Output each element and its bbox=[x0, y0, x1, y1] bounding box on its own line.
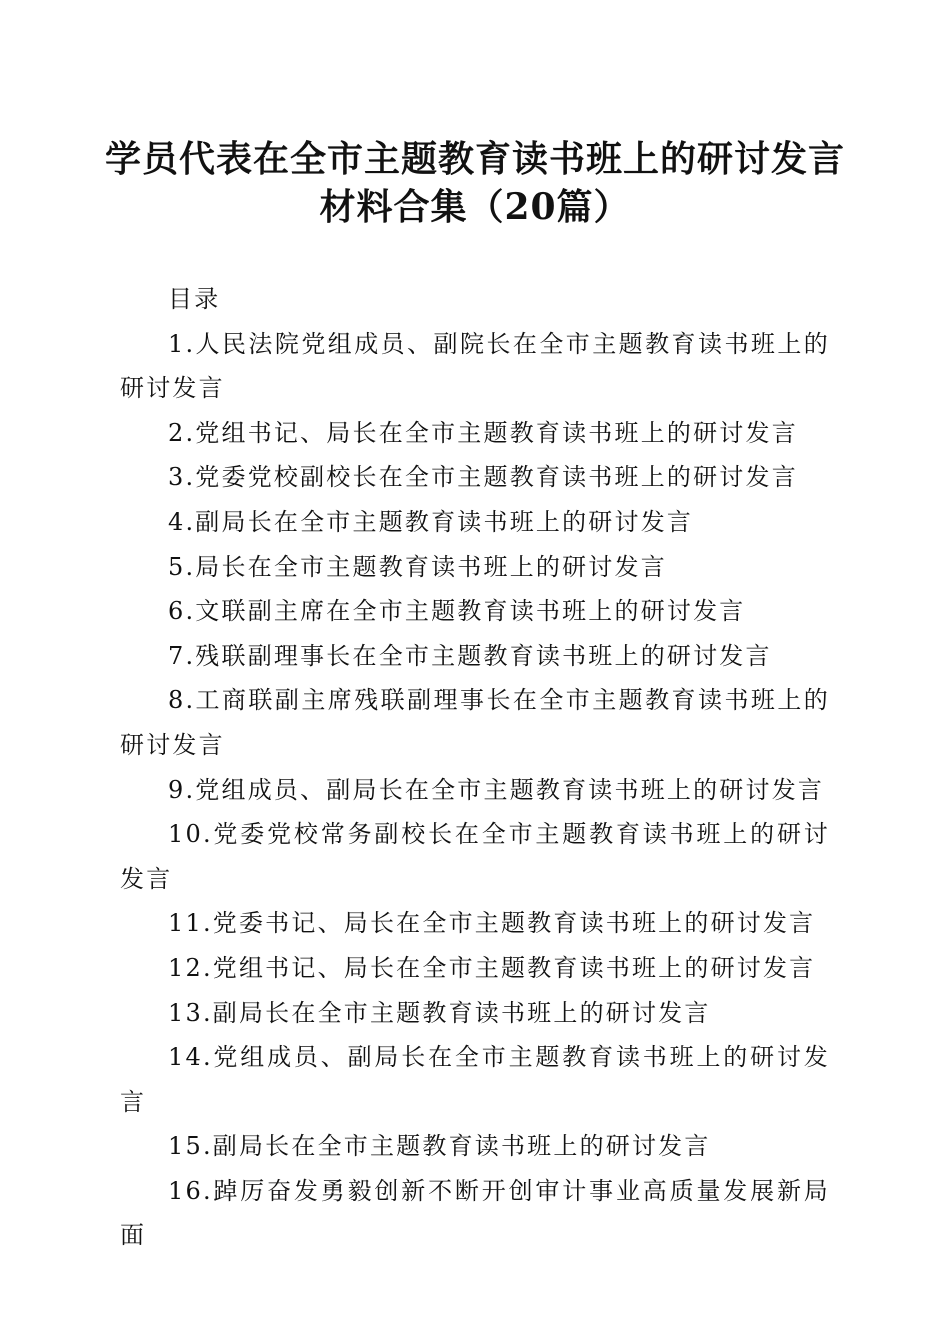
toc-item: 2.党组书记、局长在全市主题教育读书班上的研讨发言 bbox=[168, 418, 798, 447]
toc-item: 12.党组书记、局长在全市主题教育读书班上的研讨发言 bbox=[168, 953, 816, 982]
toc-item: 14.党组成员、副局长在全市主题教育读书班上的研讨发言 bbox=[120, 1043, 830, 1116]
toc-item: 5.局长在全市主题教育读书班上的研讨发言 bbox=[168, 552, 667, 581]
toc-item: 15.副局长在全市主题教育读书班上的研讨发言 bbox=[168, 1132, 711, 1161]
toc-item: 9.党组成员、副局长在全市主题教育读书班上的研讨发言 bbox=[168, 775, 825, 804]
toc-item: 16.踔厉奋发勇毅创新不断开创审计事业高质量发展新局面 bbox=[120, 1176, 830, 1250]
title-line-1: 学员代表在全市主题教育读书班上的研讨发言 bbox=[104, 138, 845, 180]
toc-item: 4.副局长在全市主题教育读书班上的研讨发言 bbox=[168, 507, 694, 536]
toc-item: 7.残联副理事长在全市主题教育读书班上的研讨发言 bbox=[168, 641, 772, 670]
table-of-contents bbox=[120, 322, 830, 1258]
toc-item: 11.党委书记、局长在全市主题教育读书班上的研讨发言 bbox=[168, 909, 816, 938]
toc-item: 8.工商联副主席残联副理事长在全市主题教育读书班上的研讨发言 bbox=[120, 686, 830, 759]
toc-item: 10.党委党校常务副校长在全市主题教育读书班上的研讨发言 bbox=[120, 820, 830, 893]
document-body bbox=[120, 277, 830, 1258]
toc-heading: 目录 bbox=[168, 285, 221, 313]
toc-item: 1.人民法院党组成员、副院长在全市主题教育读书班上的研讨发言 bbox=[120, 329, 830, 403]
toc-item: 13.副局长在全市主题教育读书班上的研讨发言 bbox=[168, 998, 711, 1027]
title-line-2: 材料合集（20篇） bbox=[319, 186, 631, 228]
toc-item: 3.党委党校副校长在全市主题教育读书班上的研讨发言 bbox=[168, 463, 798, 492]
document-title bbox=[100, 135, 850, 231]
toc-item: 6.文联副主席在全市主题教育读书班上的研讨发言 bbox=[168, 597, 746, 626]
